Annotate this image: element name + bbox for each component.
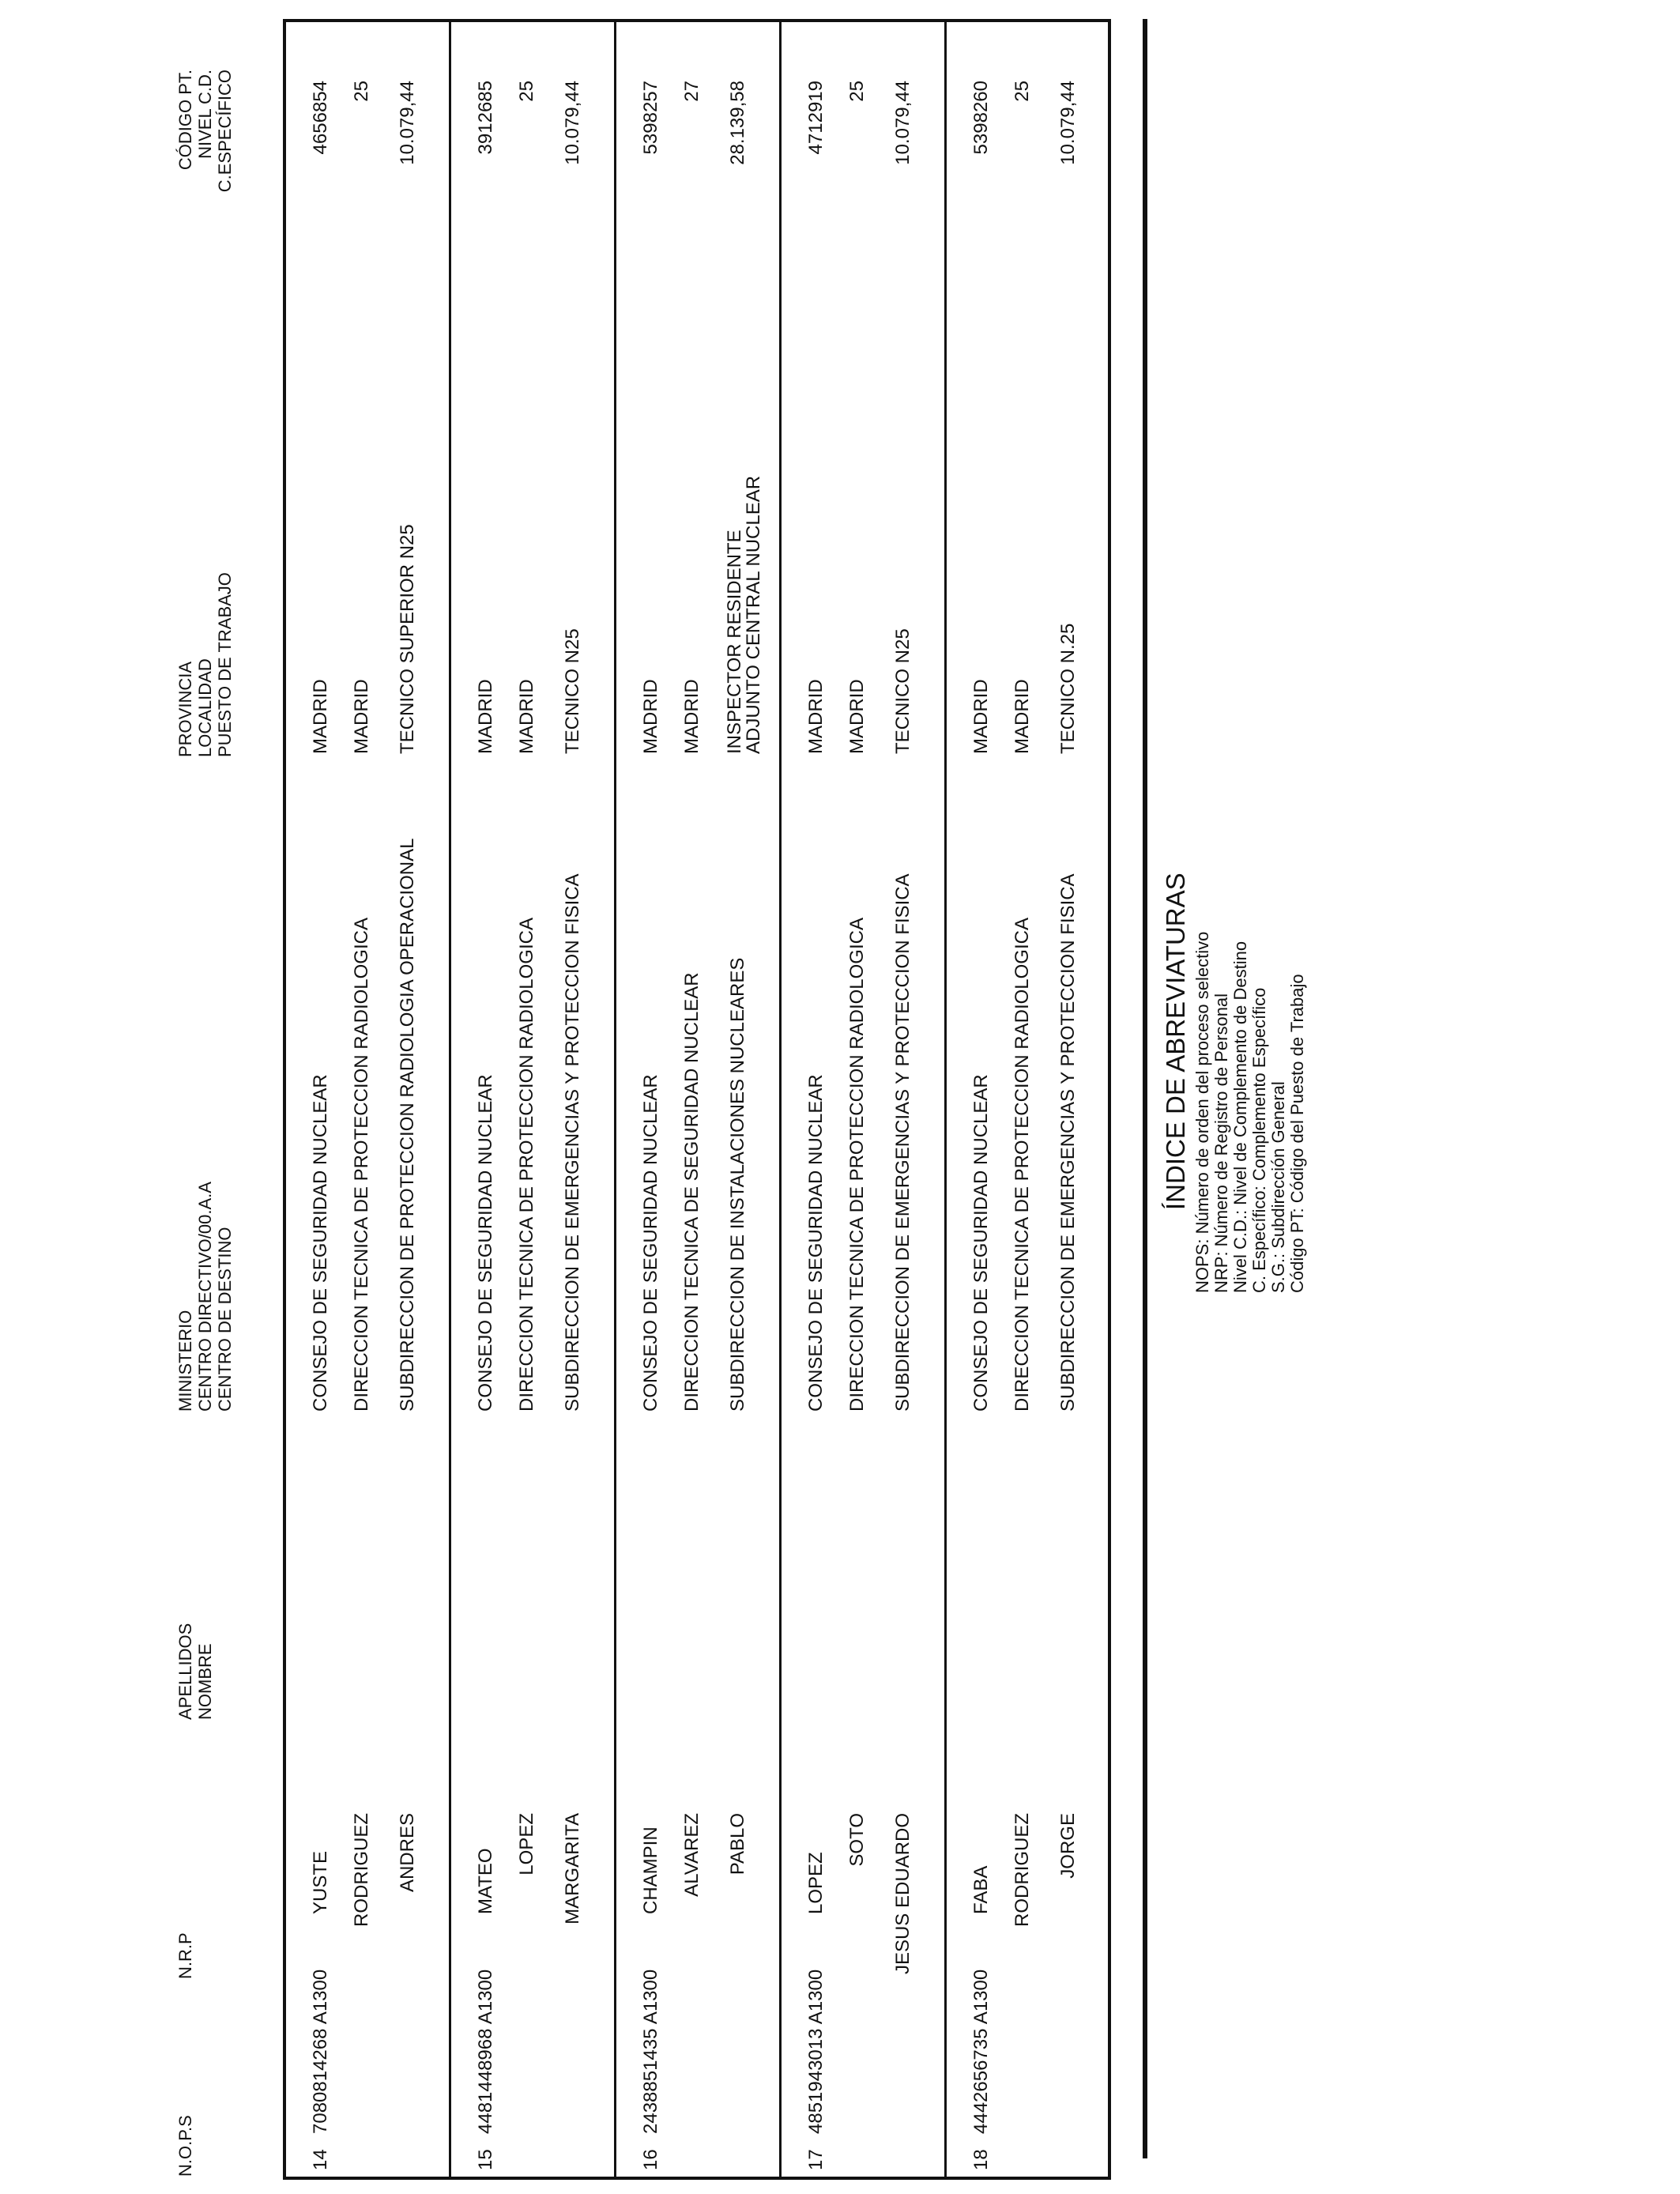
localidad-value: MADRID bbox=[516, 679, 537, 754]
centro-destino-value: SUBDIRECCION DE PROTECCION RADIOLOGIA OPERACIONAL bbox=[397, 838, 418, 1412]
apellido2-value: LOPEZ bbox=[516, 1813, 537, 1875]
codigo-pt-value: 3912685 bbox=[475, 81, 496, 155]
localidad-value: MADRID bbox=[846, 679, 868, 754]
centro-destino-value: SUBDIRECCION DE INSTALACIONES NUCLEARES bbox=[727, 957, 748, 1412]
c-especifico-value: 10.079,44 bbox=[397, 81, 418, 165]
abbreviation-item: S.G.: Subdirección General bbox=[1268, 1081, 1288, 1293]
apellido1-value: FABA bbox=[970, 1865, 992, 1914]
nops-value: 18 bbox=[970, 2149, 992, 2170]
ministerio-value: CONSEJO DE SEGURIDAD NUCLEAR bbox=[475, 1074, 496, 1412]
localidad-value: MADRID bbox=[681, 679, 703, 754]
apellido2-value: RODRIGUEZ bbox=[351, 1813, 372, 1927]
c-especifico-value: 10.079,44 bbox=[892, 81, 913, 165]
puesto-value: TECNICO N25 bbox=[892, 628, 913, 754]
header-provincia: PROVINCIA LOCALIDAD PUESTO DE TRABAJO bbox=[175, 572, 235, 757]
nrp-value: 4851943013 A1300 bbox=[805, 1969, 827, 2134]
centro-directivo-value: DIRECCION TECNICA DE PROTECCION RADIOLOGICA bbox=[516, 918, 537, 1412]
header-nops: N.O.P.S bbox=[175, 2115, 195, 2177]
centro-directivo-value: DIRECCION TECNICA DE PROTECCION RADIOLOGICA bbox=[1011, 918, 1033, 1412]
nivel-cd-value: 25 bbox=[516, 81, 537, 102]
centro-destino-value: SUBDIRECCION DE EMERGENCIAS Y PROTECCION FISICA bbox=[892, 873, 913, 1412]
puesto-value: TECNICO N25 bbox=[562, 628, 583, 754]
separator-rule bbox=[1143, 19, 1147, 2158]
abbreviation-item: Nivel C.D.: Nivel de Complemento de Destino bbox=[1230, 941, 1250, 1293]
apellido2-value: ALVAREZ bbox=[681, 1813, 703, 1897]
ministerio-value: CONSEJO DE SEGURIDAD NUCLEAR bbox=[805, 1074, 827, 1412]
provincia-value: MADRID bbox=[970, 679, 992, 754]
centro-destino-value: SUBDIRECCION DE EMERGENCIAS Y PROTECCION FISICA bbox=[1057, 873, 1079, 1412]
nombre-value: ANDRES bbox=[397, 1813, 418, 1893]
codigo-pt-value: 4656854 bbox=[310, 81, 331, 155]
table-row bbox=[782, 22, 944, 2177]
table-row bbox=[286, 22, 449, 2177]
nivel-cd-value: 25 bbox=[351, 81, 372, 102]
provincia-value: MADRID bbox=[475, 679, 496, 754]
centro-destino-value: SUBDIRECCION DE EMERGENCIAS Y PROTECCION FISICA bbox=[562, 873, 583, 1412]
nivel-cd-value: 27 bbox=[681, 81, 703, 102]
apellido2-value: RODRIGUEZ bbox=[1011, 1813, 1033, 1927]
abbreviation-item: NOPS: Número de orden del proceso selectivo bbox=[1192, 931, 1212, 1293]
nops-value: 14 bbox=[310, 2149, 331, 2170]
apellido1-value: YUSTE bbox=[310, 1850, 331, 1914]
puesto-value: TECNICO N.25 bbox=[1057, 623, 1079, 754]
header-apellidos-nombre: APELLIDOS NOMBRE bbox=[175, 1623, 215, 1720]
nombre-value: PABLO bbox=[727, 1813, 748, 1875]
nrp-value: 4481448968 A1300 bbox=[475, 1969, 496, 2134]
nops-value: 17 bbox=[805, 2149, 827, 2170]
localidad-value: MADRID bbox=[351, 679, 372, 754]
nombre-value: JORGE bbox=[1057, 1813, 1079, 1879]
c-especifico-value: 10.079,44 bbox=[562, 81, 583, 165]
nrp-value: 4442656735 A1300 bbox=[970, 1969, 992, 2134]
nrp-value: 2438851435 A1300 bbox=[640, 1969, 661, 2134]
nivel-cd-value: 25 bbox=[1011, 81, 1033, 102]
abbreviations-title: ÍNDICE DE ABREVIATURAS bbox=[1161, 873, 1190, 1210]
localidad-value: MADRID bbox=[1011, 679, 1033, 754]
apellido1-value: CHAMPIN bbox=[640, 1826, 661, 1914]
centro-directivo-value: DIRECCION TECNICA DE PROTECCION RADIOLOGICA bbox=[846, 918, 868, 1412]
nombre-value: JESUS EDUARDO bbox=[892, 1813, 913, 1975]
puesto-value: INSPECTOR RESIDENTE bbox=[724, 530, 745, 754]
provincia-value: MADRID bbox=[640, 679, 661, 754]
nops-value: 16 bbox=[640, 2149, 661, 2170]
records-table bbox=[283, 19, 1111, 2180]
table-row bbox=[451, 22, 614, 2177]
abbreviation-item: C. Específico: Complemento Específico bbox=[1249, 987, 1269, 1293]
ministerio-value: CONSEJO DE SEGURIDAD NUCLEAR bbox=[970, 1074, 992, 1412]
nombre-value: MARGARITA bbox=[562, 1813, 583, 1924]
nivel-cd-value: 25 bbox=[846, 81, 868, 102]
codigo-pt-value: 4712919 bbox=[805, 81, 827, 155]
apellido1-value: LOPEZ bbox=[805, 1852, 827, 1914]
table-row bbox=[947, 22, 1109, 2177]
ministerio-value: CONSEJO DE SEGURIDAD NUCLEAR bbox=[310, 1074, 331, 1412]
abbreviations-index bbox=[1162, 873, 1307, 1293]
abbreviation-item: Código PT: Código del Puesto de Trabajo bbox=[1287, 974, 1307, 1293]
header-nrp: N.R.P bbox=[175, 1932, 195, 1979]
apellido2-value: SOTO bbox=[846, 1813, 868, 1867]
provincia-value: MADRID bbox=[310, 679, 331, 754]
header-codigo: CÓDIGO PT. NIVEL C.D. C.ESPECÍFICO bbox=[175, 70, 235, 193]
apellido1-value: MATEO bbox=[475, 1848, 496, 1914]
abbreviation-item: NRP: Número de Registro de Personal bbox=[1211, 993, 1231, 1293]
ministerio-value: CONSEJO DE SEGURIDAD NUCLEAR bbox=[640, 1074, 661, 1412]
c-especifico-value: 10.079,44 bbox=[1057, 81, 1079, 165]
nops-value: 15 bbox=[475, 2149, 496, 2170]
table-row bbox=[616, 22, 779, 2177]
centro-directivo-value: DIRECCION TECNICA DE SEGURIDAD NUCLEAR bbox=[681, 972, 703, 1412]
codigo-pt-value: 5398260 bbox=[970, 81, 992, 155]
puesto-value: TECNICO SUPERIOR N25 bbox=[397, 524, 418, 754]
puesto-value-line2: ADJUNTO CENTRAL NUCLEAR bbox=[743, 475, 764, 754]
c-especifico-value: 28.139,58 bbox=[727, 81, 748, 165]
header-ministerio: MINISTERIO CENTRO DIRECTIVO/00.A.A CENTRO DE DESTINO bbox=[175, 1182, 235, 1412]
provincia-value: MADRID bbox=[805, 679, 827, 754]
codigo-pt-value: 5398257 bbox=[640, 81, 661, 155]
nrp-value: 7080814268 A1300 bbox=[310, 1969, 331, 2134]
centro-directivo-value: DIRECCION TECNICA DE PROTECCION RADIOLOGICA bbox=[351, 918, 372, 1412]
